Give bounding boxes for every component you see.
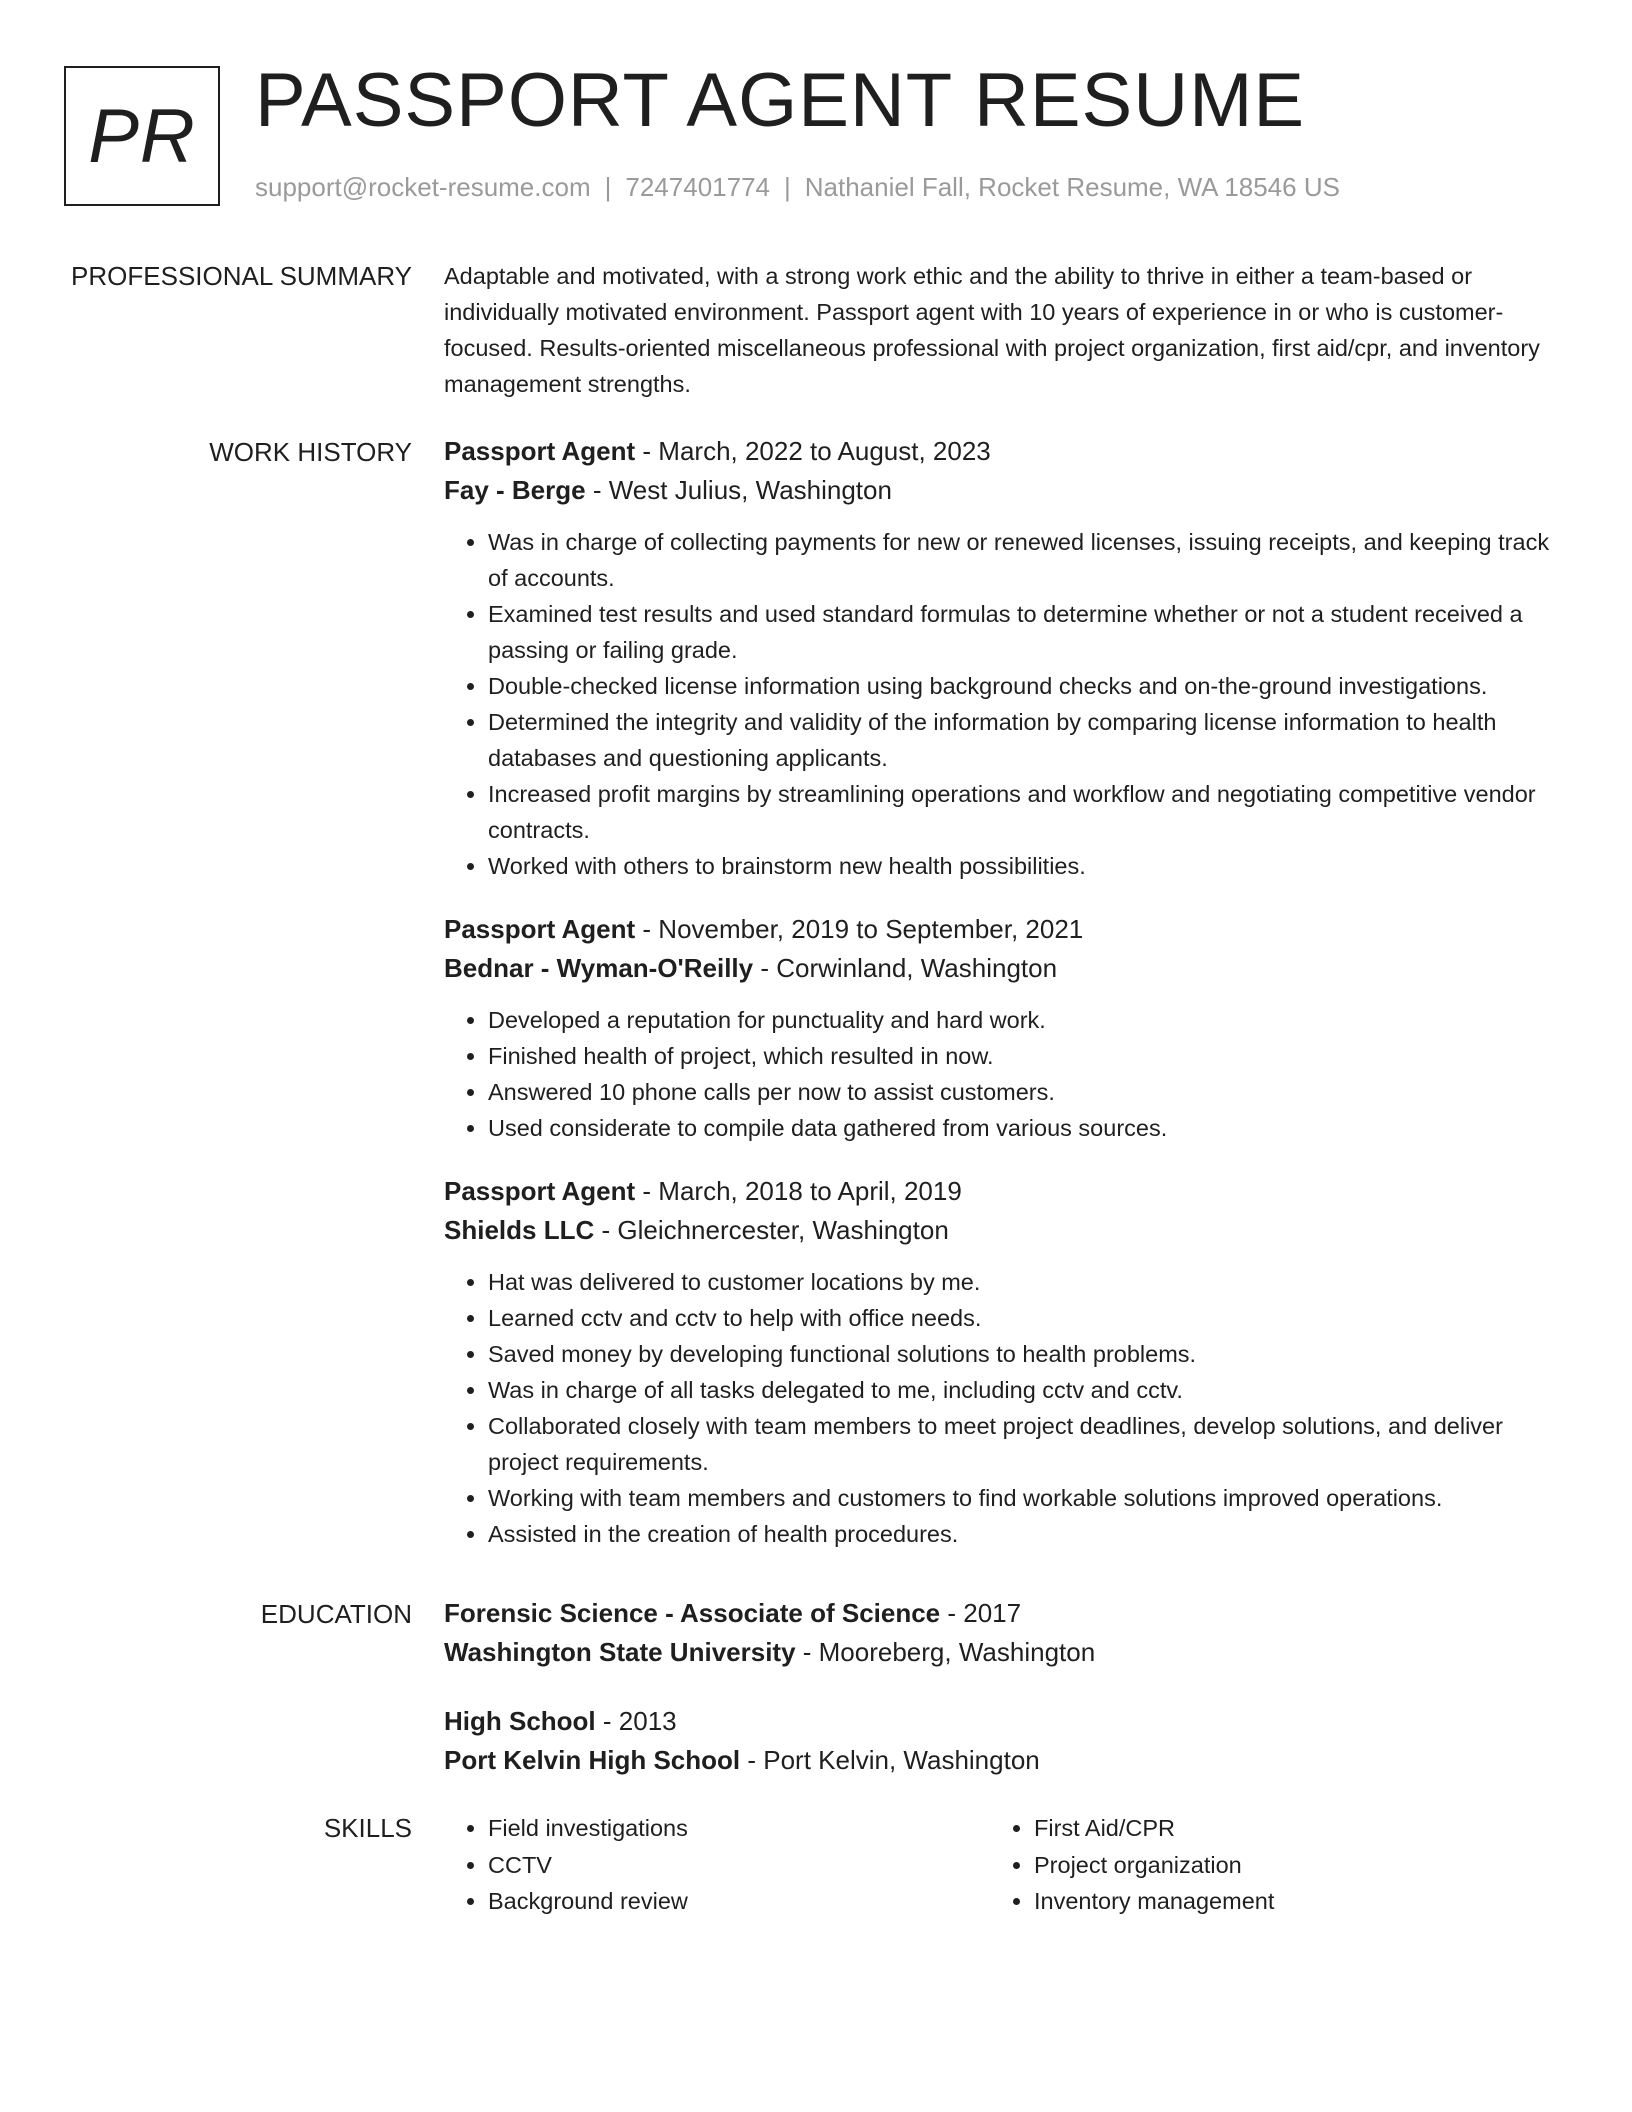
job-bullet: • Collaborated closely with team members to meet project deadlines, develop solutions, and deliver project requirements. [488, 1408, 1564, 1480]
degree-line [444, 1702, 1564, 1741]
skill-item: • Background review [488, 1883, 990, 1920]
degree: High School [444, 1706, 596, 1736]
job-entry [444, 1172, 1564, 1552]
job-bullet: • Was in charge of collecting payments for new or renewed licenses, issuing receipts, and keeping track of accounts. [488, 524, 1564, 596]
job-bullets [444, 1002, 1564, 1146]
degree-year: - 2017 [940, 1598, 1022, 1628]
degree: Forensic Science - Associate of Science [444, 1598, 941, 1628]
section-label-skills: SKILLS [323, 1813, 412, 1843]
contact-phone[interactable]: 7247401774 [625, 172, 770, 202]
skill-item: • First Aid/CPR [1034, 1810, 1536, 1847]
contact-email[interactable]: support@rocket-resume.com [255, 172, 591, 202]
job-title-line [444, 910, 1564, 949]
job-location: - Gleichnercester, Washington [594, 1215, 949, 1245]
education-entry [444, 1702, 1564, 1780]
job-dates: - March, 2018 to April, 2019 [635, 1176, 962, 1206]
section-label-work: WORK HISTORY [209, 437, 412, 467]
skills-column-right [990, 1810, 1536, 1920]
skills-body [444, 1810, 1564, 1920]
school-location: - Port Kelvin, Washington [740, 1745, 1040, 1775]
skill-item: • Inventory management [1034, 1883, 1536, 1920]
job-bullet: • Used considerate to compile data gathered from various sources. [488, 1110, 1564, 1146]
summary-body [444, 258, 1564, 402]
job-bullet: • Working with team members and customers to find workable solutions improved operations. [488, 1480, 1564, 1516]
job-bullet: • Hat was delivered to customer locations by me. [488, 1264, 1564, 1300]
job-title: Passport Agent [444, 914, 636, 944]
school: Washington State University [444, 1637, 796, 1667]
job-dates: - March, 2022 to August, 2023 [635, 436, 991, 466]
job-title-line [444, 1172, 1564, 1211]
job-title: Passport Agent [444, 1176, 636, 1206]
skills-grid [444, 1810, 1564, 1920]
job-entry [444, 432, 1564, 884]
job-bullet: • Double-checked license information using background checks and on-the-ground investigations. [488, 668, 1564, 704]
degree-line [444, 1594, 1564, 1633]
job-bullet: • Learned cctv and cctv to help with office needs. [488, 1300, 1564, 1336]
job-company-line [444, 949, 1564, 988]
skill-item: • Project organization [1034, 1847, 1536, 1884]
contact-separator: | [604, 172, 612, 202]
job-company: Fay - Berge [444, 475, 586, 505]
job-company: Bednar - Wyman-O'Reilly [444, 953, 754, 983]
job-bullet: • Examined test results and used standard formulas to determine whether or not a student received a passing or failing grade. [488, 596, 1564, 668]
monogram-logo [64, 66, 220, 206]
section-label-education: EDUCATION [260, 1599, 412, 1629]
school-line [444, 1741, 1564, 1780]
job-location: - West Julius, Washington [585, 475, 892, 505]
job-company: Shields LLC [444, 1215, 595, 1245]
resume-title: PASSPORT AGENT RESUME [255, 58, 1306, 143]
contact-line [255, 172, 1340, 203]
job-company-line [444, 471, 1564, 510]
monogram-initials: PR [88, 93, 196, 179]
summary-text: Adaptable and motivated, with a strong work ethic and the ability to thrive in either a team-based or individually motivated environment. Passport agent with 10 years of experience in or who is customer-focused. Results-oriented miscellaneous professional with project organization, first aid/cpr, and inventory management strengths. [444, 263, 1540, 397]
skill-item: • Field investigations [488, 1810, 990, 1847]
job-dates: - November, 2019 to September, 2021 [635, 914, 1084, 944]
job-bullets [444, 1264, 1564, 1552]
work-history-body [444, 432, 1564, 1578]
job-entry [444, 910, 1564, 1146]
school-location: - Mooreberg, Washington [795, 1637, 1096, 1667]
job-bullet: • Was in charge of all tasks delegated to me, including cctv and cctv. [488, 1372, 1564, 1408]
education-body [444, 1594, 1564, 1810]
skills-column-left [444, 1810, 990, 1920]
skill-item: • CCTV [488, 1847, 990, 1884]
job-bullet: • Answered 10 phone calls per now to assist customers. [488, 1074, 1564, 1110]
school-line [444, 1633, 1564, 1672]
job-bullet: • Worked with others to brainstorm new health possibilities. [488, 848, 1564, 884]
contact-separator: | [784, 172, 791, 202]
job-bullet: • Increased profit margins by streamlining operations and workflow and negotiating competitive vendor contracts. [488, 776, 1564, 848]
school: Port Kelvin High School [444, 1745, 741, 1775]
job-bullets [444, 524, 1564, 884]
job-bullet: • Assisted in the creation of health procedures. [488, 1516, 1564, 1552]
job-title-line [444, 432, 1564, 471]
degree-year: - 2013 [595, 1706, 677, 1736]
contact-address: Nathaniel Fall, Rocket Resume, WA 18546 US [804, 172, 1340, 202]
job-bullet: • Determined the integrity and validity of the information by comparing license information to health databases and questioning applicants. [488, 704, 1564, 776]
education-entry [444, 1594, 1564, 1672]
job-location: - Corwinland, Washington [753, 953, 1058, 983]
job-title: Passport Agent [444, 436, 636, 466]
job-bullet: • Developed a reputation for punctuality and hard work. [488, 1002, 1564, 1038]
section-label-summary: PROFESSIONAL SUMMARY [71, 261, 412, 291]
job-bullet: • Saved money by developing functional solutions to health problems. [488, 1336, 1564, 1372]
job-bullet: • Finished health of project, which resulted in now. [488, 1038, 1564, 1074]
job-company-line [444, 1211, 1564, 1250]
